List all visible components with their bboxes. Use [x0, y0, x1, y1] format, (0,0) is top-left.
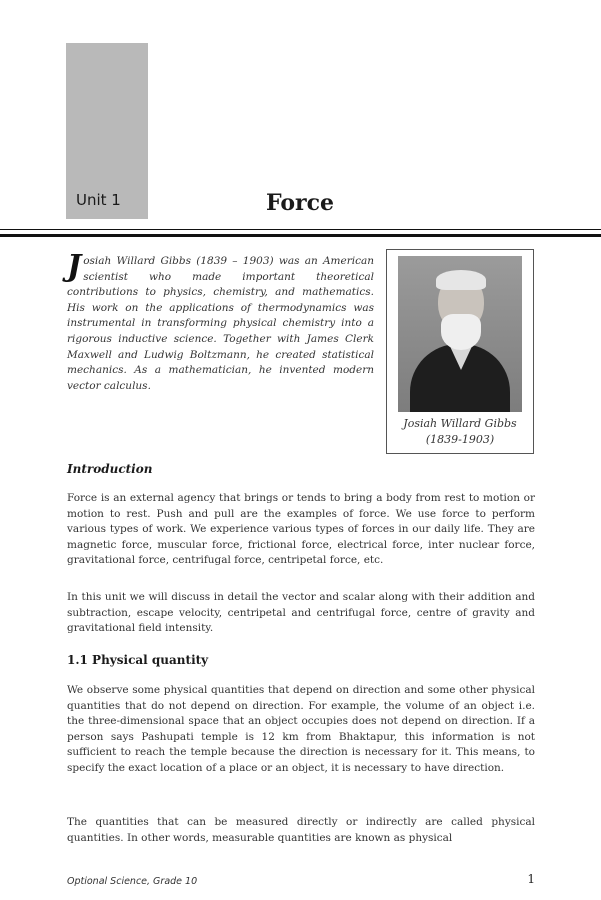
portrait-figure [386, 249, 534, 454]
header-rule-thin [0, 229, 601, 230]
header-rule-thick [0, 234, 601, 237]
caption-years: (1839-1903) [425, 433, 495, 446]
section-paragraph-2: The quantities that can be measured directly or indirectly are called physical quantities. In other words, measurable quantities are known as physical [67, 816, 535, 844]
section-paragraph-1: We observe some physical quantities that depend on direction and some other physical quantities that do not depend on direction. For example, the volume of an object i.e. the three-dimensional space that an object occupies does not depend on direction. If a person says Pashupati temple is 12 km from Bhaktapur, this information is not sufficient to reach the temple because the direction is necessary for it. This means, to specify the exact location of a place or an object, it is necessary to have direction. [67, 684, 535, 774]
section-heading: 1.1 Physical quantity [67, 653, 209, 667]
page-number: 1 [527, 872, 535, 886]
introduction-heading: Introduction [67, 462, 153, 476]
biography-body: osiah Willard Gibbs (1839 – 1903) was an American scientist who made important theoretical contributions to physics, chemistry, and mathematics. His work on the applications of thermodynamics was instrumental in transforming physical chemistry into a rigorous inductive science. Together with James Clerk Maxwell and Ludwig Boltzmann, he created statistical mechanics. As a mathematician, he invented modern vector calculus. [67, 255, 374, 392]
caption-name: Josiah Willard Gibbs [403, 417, 517, 430]
portrait-photo [398, 256, 522, 412]
dropcap-letter: J [67, 249, 82, 284]
portrait-hair-shape [436, 270, 486, 290]
introduction-paragraph-1: Force is an external agency that brings or tends to bring a body from rest to motion or motion to rest. Push and pull are the examples of force. We use force to perform various types of work. We experience various types of forces in our daily life. They are magnetic force, muscular force, frictional force, electrical force, inter nuclear force, gravitational force, centrifugal force, centripetal force, etc. [67, 492, 535, 567]
unit-banner [66, 43, 148, 219]
introduction-paragraph-2: In this unit we will discuss in detail the vector and scalar along with their addition and subtraction, escape velocity, centripetal and centrifugal force, centre of gravity and gravitational field intensity. [67, 591, 535, 635]
biography-text [67, 249, 374, 394]
chapter-title: Force [265, 190, 335, 216]
footer-book-title: Optional Science, Grade 10 [67, 876, 198, 887]
portrait-beard-shape [441, 314, 481, 350]
unit-label: Unit 1 [76, 191, 121, 209]
portrait-caption [387, 416, 533, 448]
